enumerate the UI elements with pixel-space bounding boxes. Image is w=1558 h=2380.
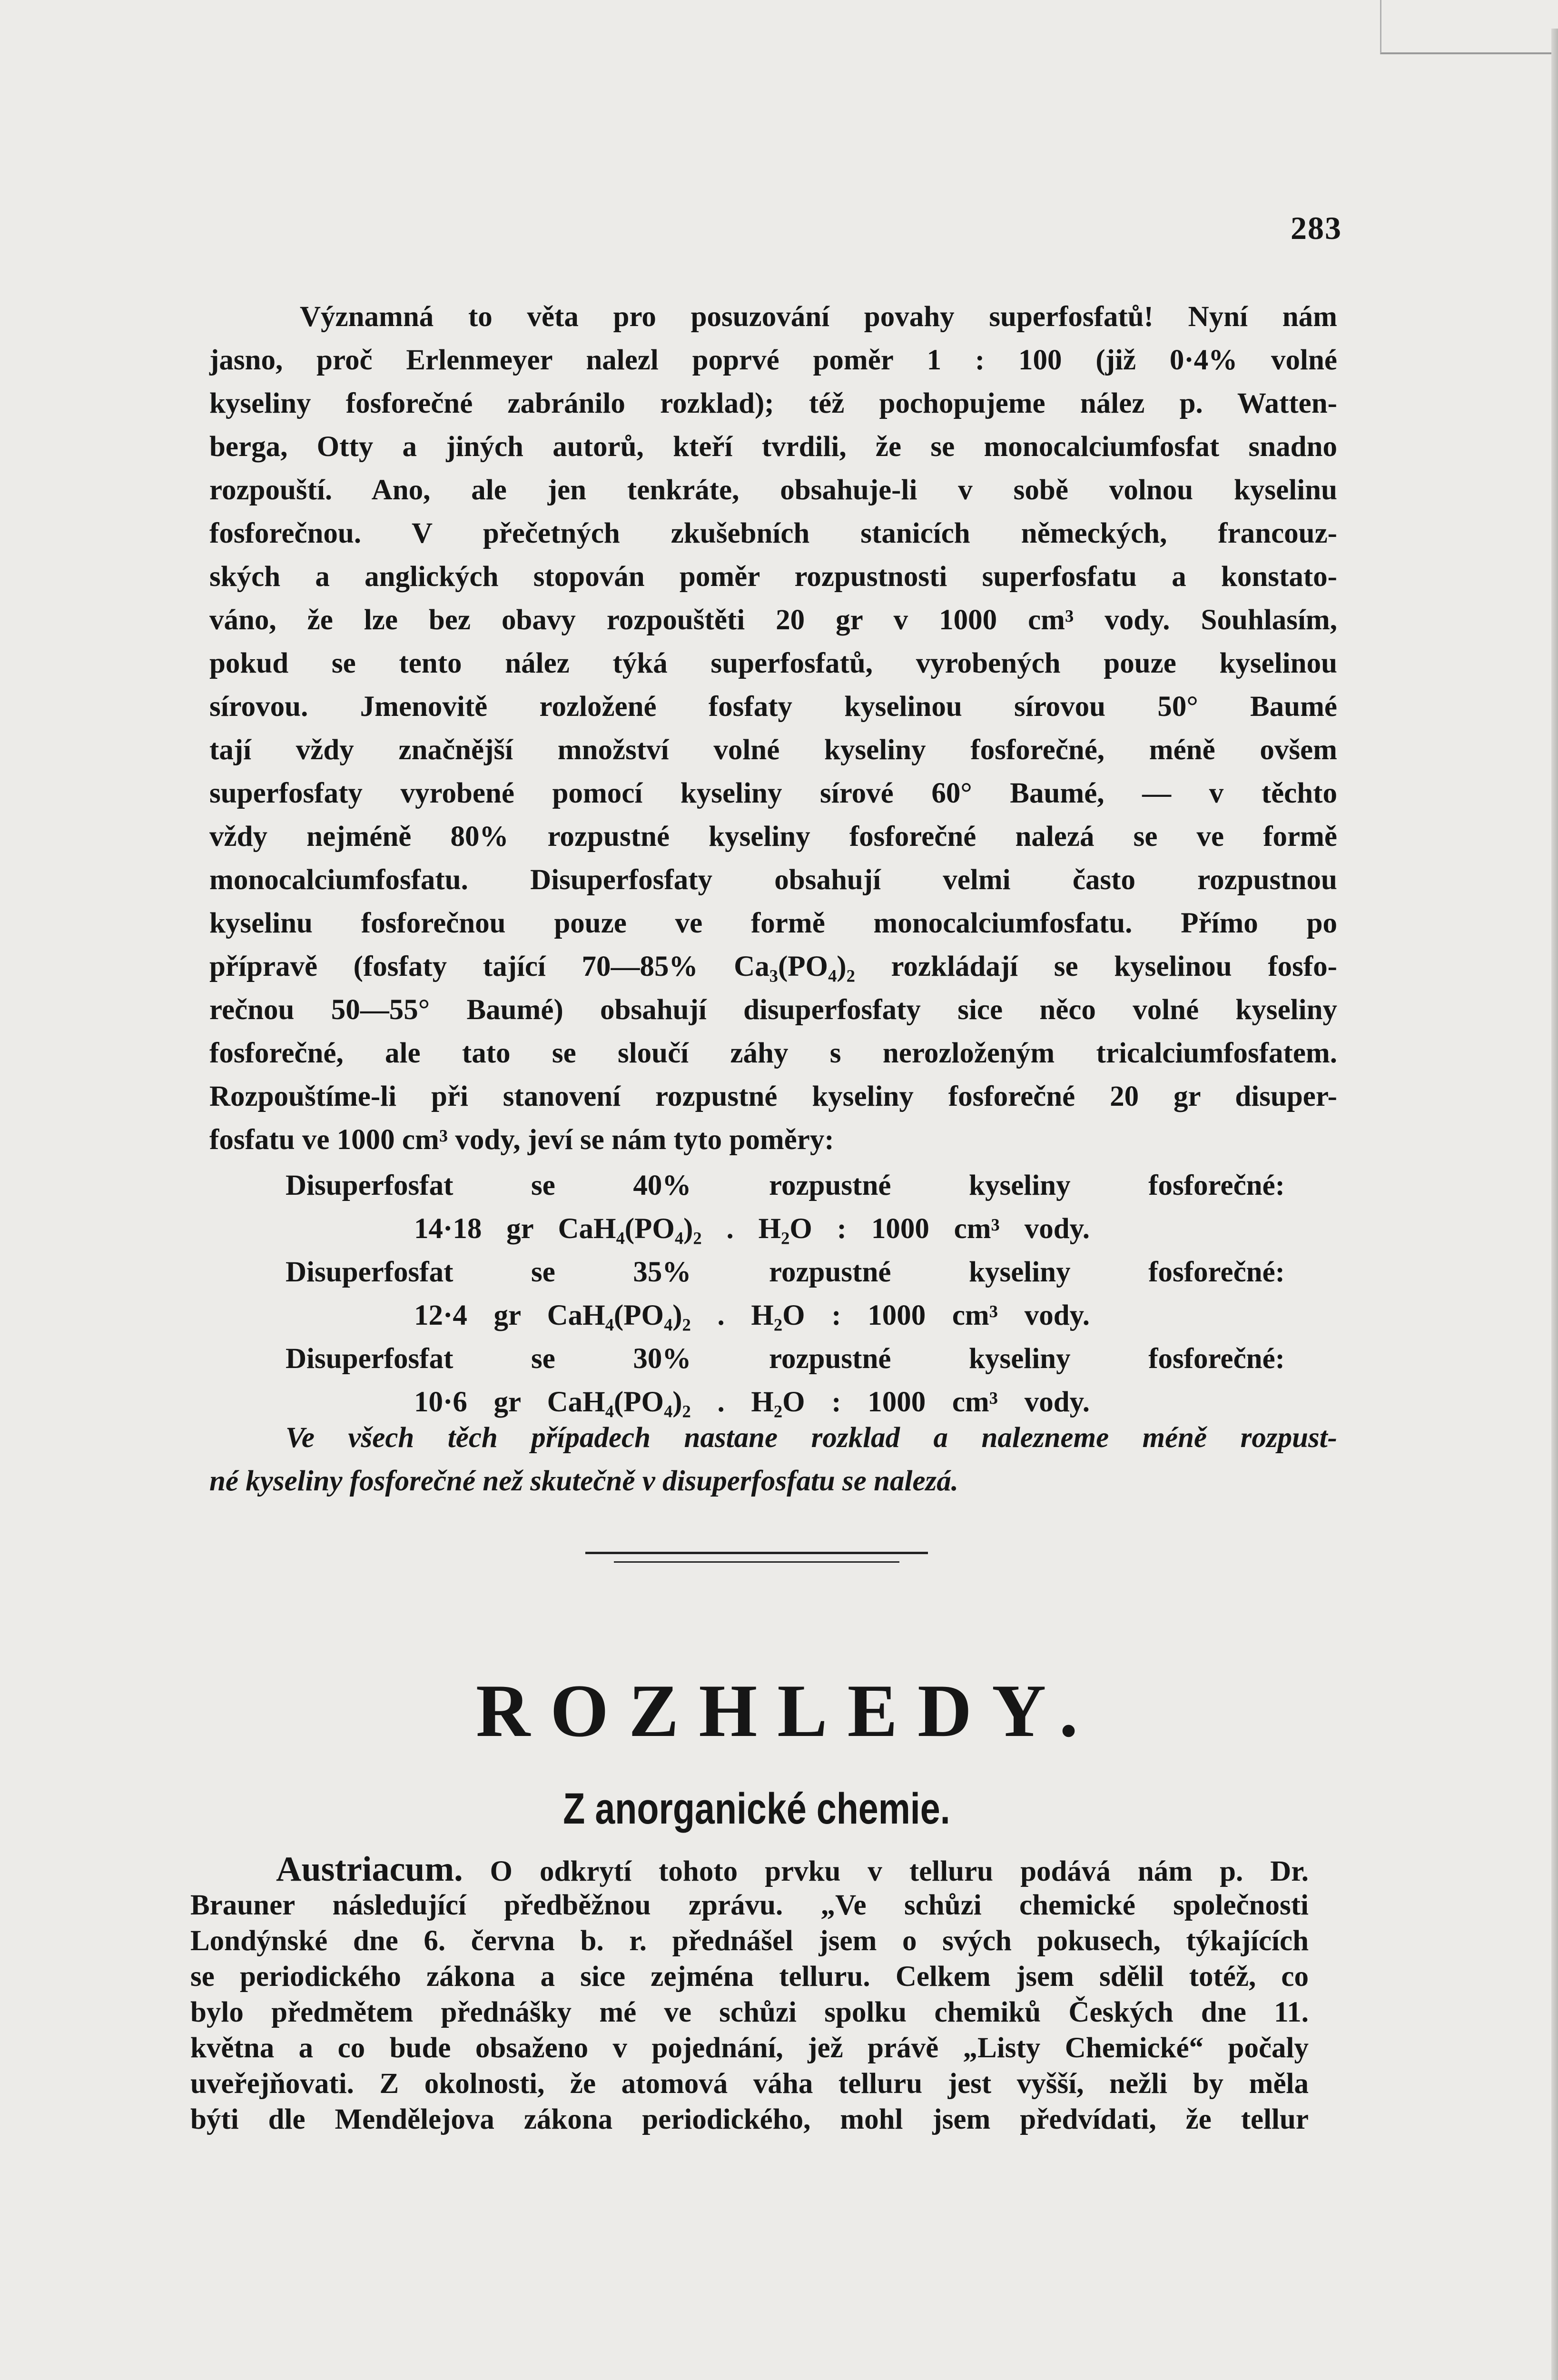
- result-heading: Disuperfosfat se 30% rozpustné kyseliny fosforečné:: [286, 1343, 1285, 1375]
- paragraph-line: fosforečné, ale tato se sloučí záhy s nerozloženým tricalciumfosfatem.: [209, 1037, 1337, 1069]
- result-value: 10·6 gr CaH₄(PO₄)₂ . H₂O : 1000 cm³ vody.: [414, 1386, 1090, 1418]
- paragraph-line: kyseliny fosforečné zabránilo rozklad); též pochopujeme nález p. Watten-: [209, 387, 1337, 419]
- paragraph-line: rečnou 50—55° Baumé) obsahují disuperfosfaty sice něco volné kyseliny: [209, 994, 1337, 1026]
- conclusion-line: né kyseliny fosforečné než skutečně v disuperfosfatu se nalezá.: [209, 1465, 959, 1497]
- paragraph-line: fosforečnou. V přečetných zkušebních stanicích německých, francouz-: [209, 517, 1337, 549]
- paragraph-line: jasno, proč Erlenmeyer nalezl poprvé poměr 1 : 100 (již 0·4% volné: [209, 344, 1337, 376]
- paragraph-line: monocalciumfosfatu. Disuperfosfaty obsahují velmi často rozpustnou: [209, 864, 1337, 896]
- result-value: 12·4 gr CaH₄(PO₄)₂ . H₂O : 1000 cm³ vody.: [414, 1299, 1090, 1331]
- result-heading: Disuperfosfat se 35% rozpustné kyseliny fosforečné:: [286, 1256, 1285, 1288]
- paragraph-line: váno, že lze bez obavy rozpouštěti 20 gr v 1000 cm³ vody. Souhlasím,: [209, 604, 1337, 636]
- article-line: Londýnské dne 6. června b. r. přednášel jsem o svých pokusech, týkajících: [190, 1925, 1309, 1957]
- article-first-line: [190, 1852, 1309, 1887]
- section-title: ROZHLEDY.: [476, 1669, 1098, 1753]
- paragraph-line: kyselinu fosforečnou pouze ve formě monocalciumfosfatu. Přímo po: [209, 907, 1337, 939]
- paragraph-superfosfaty: [209, 295, 1337, 1161]
- paragraph-line: Rozpouštíme-li při stanovení rozpustné kyseliny fosforečné 20 gr disuper-: [209, 1081, 1337, 1112]
- page-number: 283: [1291, 210, 1342, 246]
- article-line: bylo předmětem přednášky mé ve schůzi spolku chemiků Českých dne 11.: [190, 1996, 1309, 2028]
- paragraph-line: superfosfaty vyrobené pomocí kyseliny sírové 60° Baumé, — v těchto: [209, 777, 1337, 809]
- article-line: se periodického zákona a sice zejména telluru. Celkem jsem sdělil totéž, co: [190, 1961, 1309, 1993]
- paragraph-line: pokud se tento nález týká superfosfatů, vyrobených pouze kyselinou: [209, 647, 1337, 679]
- paragraph-line: sírovou. Jmenovitě rozložené fosfaty kyselinou sírovou 50° Baumé: [209, 691, 1337, 723]
- article-line: uveřejňovati. Z okolnosti, že atomová váha telluru jest vyšší, nežli by měla: [190, 2068, 1309, 2100]
- article-line: býti dle Mendělejova zákona periodického, mohl jsem předvídati, že tellur: [190, 2103, 1309, 2135]
- result-heading: Disuperfosfat se 40% rozpustné kyseliny fosforečné:: [286, 1170, 1285, 1201]
- article-line: května a co bude obsaženo v pojednání, jež právě „Listy Chemické“ počaly: [190, 2032, 1309, 2064]
- conclusion-line: Ve všech těch případech nastane rozklad a nalezneme méně rozpust-: [286, 1422, 1337, 1454]
- paragraph-line: vždy nejméně 80% rozpustné kyseliny fosforečné nalezá se ve formě: [209, 821, 1337, 853]
- paragraph-line: přípravě (fosfaty tající 70—85% Ca₃(PO₄)₂ rozkládají se kyselinou fosfo-: [209, 951, 1337, 982]
- article-first-line-rest: O odkrytí tohoto prvku v telluru podává nám p. Dr.: [463, 1855, 1309, 1887]
- article-line: Brauner následující předběžnou zprávu. „Ve schůzi chemické společnosti: [190, 1889, 1309, 1921]
- article-austriacum: [190, 1852, 1309, 2137]
- scan-shadow: [1551, 29, 1558, 2380]
- result-value: 14·18 gr CaH₄(PO₄)₂ . H₂O : 1000 cm³ vody.: [414, 1213, 1090, 1245]
- section-divider-top: [585, 1552, 928, 1554]
- paragraph-line: tají vždy značnější množství volné kyseliny fosforečné, méně ovšem: [209, 734, 1337, 766]
- paragraph-line: fosfatu ve 1000 cm³ vody, jeví se nám tyto poměry:: [209, 1124, 834, 1156]
- paragraph-line: ských a anglických stopován poměr rozpustnosti superfosfatu a konstato-: [209, 561, 1337, 593]
- conclusion-paragraph: [209, 1416, 1337, 1503]
- paragraph-line: berga, Otty a jiných autorů, kteří tvrdili, že se monocalciumfosfat snadno: [209, 431, 1337, 463]
- paragraph-line: Významná to věta pro posuzování povahy superfosfatů! Nyní nám: [300, 301, 1337, 333]
- results-list: [209, 1164, 1337, 1424]
- section-divider-bottom: [614, 1561, 899, 1563]
- article-term: Austriacum.: [276, 1850, 463, 1889]
- section-subtitle: Z anorganické chemie.: [563, 1785, 950, 1833]
- paragraph-line: rozpouští. Ano, ale jen tenkráte, obsahuje-li v sobě volnou kyselinu: [209, 474, 1337, 506]
- scan-edge: [1380, 0, 1558, 54]
